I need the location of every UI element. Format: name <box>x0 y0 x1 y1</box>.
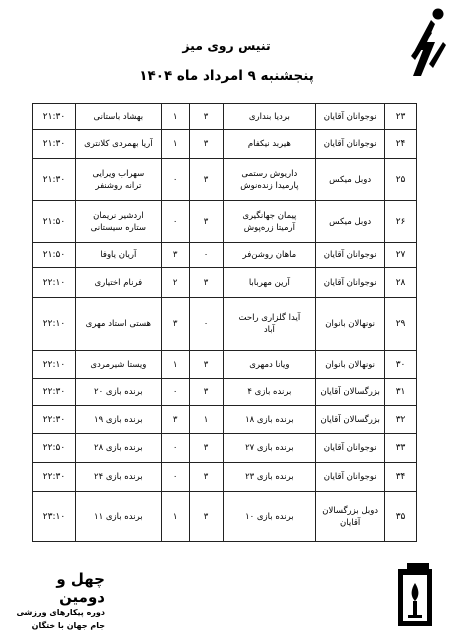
player-a: پیمان جهانگیری آرمیتا زره‌پوش <box>223 201 316 243</box>
match-category: نوجوانان آقایان <box>316 434 385 463</box>
match-time: ۲۲:۳۰ <box>33 379 76 406</box>
table-row <box>33 434 417 463</box>
match-category: دوبل بزرگسالان آقایان <box>316 492 385 542</box>
player-b: برنده بازی ۲۴ <box>75 463 161 492</box>
match-time: ۲۱:۵۰ <box>33 243 76 268</box>
player-b: هستی استاد مهری <box>75 298 161 351</box>
score-a: ۳ <box>189 268 223 298</box>
player-a: برنده بازی ۲۷ <box>223 434 316 463</box>
match-number: ۲۵ <box>385 159 417 201</box>
score-a: ۰ <box>189 298 223 351</box>
score-a: ۳ <box>189 104 223 130</box>
score-b: ۲ <box>161 268 189 298</box>
table-row <box>33 201 417 243</box>
match-category: نونهالان بانوان <box>316 298 385 351</box>
match-category: نوجوانان آقایان <box>316 463 385 492</box>
match-time: ۲۳:۱۰ <box>33 492 76 542</box>
player-b: آریا بهمردی کلانتری <box>75 130 161 159</box>
match-number: ۳۱ <box>385 379 417 406</box>
table-row <box>33 159 417 201</box>
score-b: ۳ <box>161 298 189 351</box>
match-time: ۲۲:۱۰ <box>33 298 76 351</box>
table-row <box>33 351 417 379</box>
match-time: ۲۱:۳۰ <box>33 104 76 130</box>
score-b: ۰ <box>161 159 189 201</box>
player-a: آرین مهربابا <box>223 268 316 298</box>
score-b: ۰ <box>161 434 189 463</box>
score-a: ۳ <box>189 492 223 542</box>
player-a: هیربد نیکفام <box>223 130 316 159</box>
match-number: ۳۲ <box>385 406 417 434</box>
match-time: ۲۲:۳۰ <box>33 463 76 492</box>
player-a: ماهان روشن‌فر <box>223 243 316 268</box>
player-b: برنده بازی ۱۱ <box>75 492 161 542</box>
match-number: ۲۳ <box>385 104 417 130</box>
match-time: ۲۲:۱۰ <box>33 351 76 379</box>
score-b: ۳ <box>161 243 189 268</box>
match-category: نوجوانان آقایان <box>316 268 385 298</box>
match-time: ۲۲:۵۰ <box>33 434 76 463</box>
table-row <box>33 243 417 268</box>
score-a: ۳ <box>189 130 223 159</box>
match-category: نوجوانان آقایان <box>316 130 385 159</box>
match-number: ۳۳ <box>385 434 417 463</box>
player-a: داریوش رستمی پارمیدا زنده‌نوش <box>223 159 316 201</box>
score-b: ۰ <box>161 379 189 406</box>
match-number: ۳۴ <box>385 463 417 492</box>
table-row <box>33 298 417 351</box>
player-b: بهشاد باستانی <box>75 104 161 130</box>
match-category: نونهالان بانوان <box>316 351 385 379</box>
score-a: ۳ <box>189 463 223 492</box>
score-a: ۳ <box>189 159 223 201</box>
player-a: آیدا گلزاری راحت آباد <box>223 298 316 351</box>
table-row <box>33 492 417 542</box>
score-b: ۱ <box>161 351 189 379</box>
page-title: تنیس روی میز <box>182 38 271 53</box>
brand-line-1: دوره پیکارهای ورزشی <box>16 608 105 617</box>
brand-name: چهل و دومین <box>56 570 105 606</box>
player-a: برنده بازی ۴ <box>223 379 316 406</box>
table-row <box>33 104 417 130</box>
schedule-table <box>32 103 417 542</box>
table-row <box>33 268 417 298</box>
player-b: آریان یاوفا <box>75 243 161 268</box>
match-time: ۲۱:۵۰ <box>33 201 76 243</box>
match-time: ۲۱:۳۰ <box>33 130 76 159</box>
match-number: ۲۴ <box>385 130 417 159</box>
score-a: ۳ <box>189 434 223 463</box>
score-b: ۱ <box>161 130 189 159</box>
player-b: برنده بازی ۱۹ <box>75 406 161 434</box>
match-category: بزرگسالان آقایان <box>316 379 385 406</box>
match-time: ۲۲:۳۰ <box>33 406 76 434</box>
match-time: ۲۲:۱۰ <box>33 268 76 298</box>
table-row <box>33 406 417 434</box>
match-category: نوجوانان آقایان <box>316 243 385 268</box>
score-b: ۰ <box>161 201 189 243</box>
player-b: برنده بازی ۲۰ <box>75 379 161 406</box>
player-b: ویستا شیرمردی <box>75 351 161 379</box>
player-a: ویانا دمهری <box>223 351 316 379</box>
score-b: ۱ <box>161 492 189 542</box>
score-a: ۳ <box>189 201 223 243</box>
match-category: بزرگسالان آقایان <box>316 406 385 434</box>
brand-line-2: جام جهان با ختگان <box>31 621 105 630</box>
table-row <box>33 463 417 492</box>
score-b: ۱ <box>161 104 189 130</box>
score-a: ۳ <box>189 351 223 379</box>
player-a: بردیا بنداری <box>223 104 316 130</box>
table-row <box>33 379 417 406</box>
player-a: برنده بازی ۲۳ <box>223 463 316 492</box>
event-brand <box>10 570 105 632</box>
player-a: برنده بازی ۱۰ <box>223 492 316 542</box>
match-category: دوبل میکس <box>316 201 385 243</box>
score-a: ۱ <box>189 406 223 434</box>
score-a: ۳ <box>189 379 223 406</box>
match-category: دوبل میکس <box>316 159 385 201</box>
player-b: سهراب ویرایی ترانه روشنفر <box>75 159 161 201</box>
score-a: ۰ <box>189 243 223 268</box>
match-number: ۳۰ <box>385 351 417 379</box>
player-b: فرنام اختیاری <box>75 268 161 298</box>
match-number: ۲۷ <box>385 243 417 268</box>
table-row <box>33 130 417 159</box>
match-number: ۲۸ <box>385 268 417 298</box>
score-b: ۰ <box>161 463 189 492</box>
player-a: برنده بازی ۱۸ <box>223 406 316 434</box>
score-b: ۳ <box>161 406 189 434</box>
match-number: ۳۵ <box>385 492 417 542</box>
player-b: برنده بازی ۲۸ <box>75 434 161 463</box>
torch-logo-icon <box>397 563 433 627</box>
player-b: اردشیر نریمان ستاره سیستانی <box>75 201 161 243</box>
match-number: ۲۶ <box>385 201 417 243</box>
page-subtitle: پنجشنبه ۹ امرداد ماه ۱۴۰۴ <box>139 68 314 84</box>
match-category: نوجوانان آقایان <box>316 104 385 130</box>
match-number: ۲۹ <box>385 298 417 351</box>
match-time: ۲۱:۳۰ <box>33 159 76 201</box>
